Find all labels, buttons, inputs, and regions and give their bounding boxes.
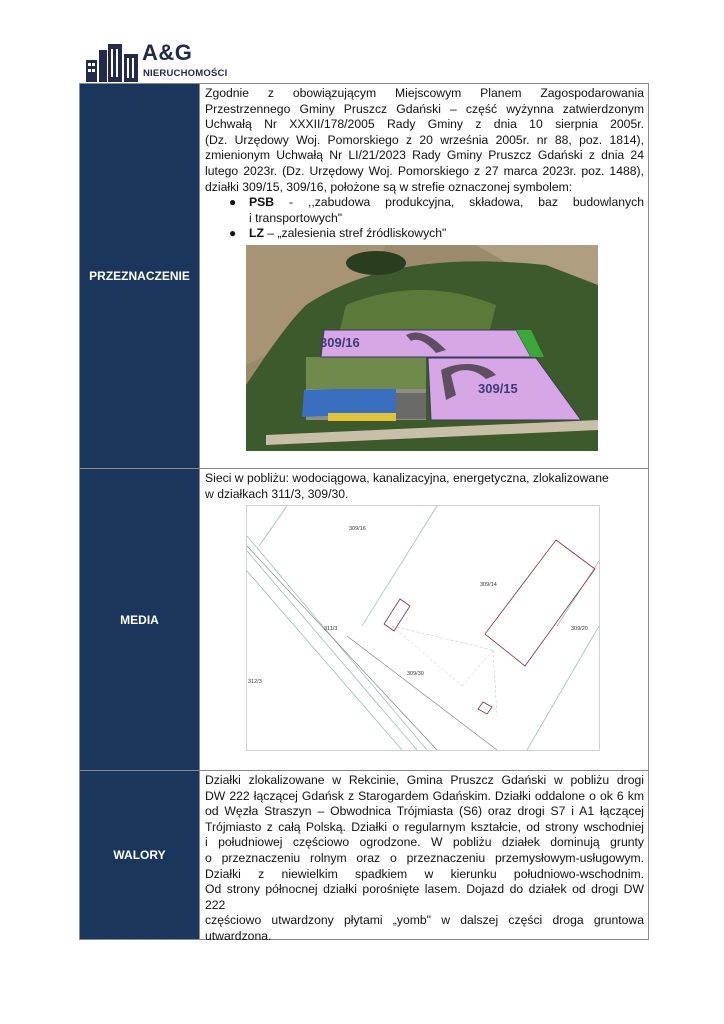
zoning-separator: –: [263, 226, 278, 241]
plot-label: 309/15: [478, 380, 518, 396]
bullet-icon: ●: [229, 195, 237, 210]
zoning-symbol: LZ: [249, 226, 264, 241]
text-line: lutego 2023r. (Dz. Urzędowy Woj. Pomorskiego z 27 marca 2023r. poz. 1488),: [205, 163, 644, 178]
zoning-item-lz: [229, 226, 644, 242]
text-line: DW 222 łączącej Gdańsk z Starogardem Gdańskim. Działki oddalone o ok 6 km: [205, 788, 644, 803]
row-label: PRZEZNACZENIE: [80, 84, 200, 468]
parcel-label: 309/14: [480, 582, 497, 589]
text-line: o przeznaczeniu rolnym oraz o przeznaczeniu przemysłowym-usługowym.: [205, 850, 644, 865]
row-label: WALORY: [80, 771, 200, 939]
table-row-przeznaczenie: [80, 84, 648, 469]
aerial-photo: [246, 245, 598, 451]
company-logo: [86, 40, 236, 82]
table-row-media: [80, 469, 648, 771]
table-row-walory: [80, 771, 648, 943]
parcel-label: 309/30: [407, 671, 424, 678]
text-line: Działki zlokalizowane w Rekcinie, Gmina Pruszcz Gdański w pobliżu drogi: [205, 773, 644, 787]
text-line: w działkach 311/3, 309/30.: [205, 486, 349, 501]
zoning-item-psb: [229, 195, 644, 226]
row-content: [200, 84, 648, 468]
bullet-icon: ●: [229, 226, 237, 241]
parcel-label: 309/16: [349, 526, 366, 533]
text-line: Trójmiasto z całą Polską. Działki o regularnym kształcie, od strony wschodniej: [205, 819, 644, 834]
row-content: [200, 469, 648, 770]
parcel-label: 309/20: [571, 626, 588, 633]
zoning-symbol: PSB: [249, 195, 275, 210]
zoning-desc-cont: i transportowych": [249, 210, 343, 225]
zoning-list: [205, 195, 644, 242]
parcel-label: 311/3: [324, 626, 338, 633]
logo-subtitle: NIERUCHOMOŚCI: [143, 68, 228, 79]
row-label: MEDIA: [80, 469, 200, 770]
text-line: utwardzona.: [205, 928, 272, 943]
text-line: (Dz. Urzędowy Woj. Pomorskiego z 20 września 2005r. nr 88, poz. 1814),: [205, 132, 644, 147]
utility-map: [246, 505, 600, 751]
small-structure: [384, 599, 410, 631]
text-line: Od strony północnej działki porośnięte lasem. Dojazd do działek od drogi DW 222: [205, 882, 644, 912]
parcel-building-outline: [485, 540, 595, 666]
zoning-desc: ,,zabudowa produkcyjna, składowa, baz budowlanych: [307, 195, 644, 210]
text-line: zmienionym Uchwałą Nr LI/21/2023 Rady Gminy Pruszcz Gdański z dnia 24: [205, 148, 644, 163]
parcel-label: 312/3: [248, 679, 262, 686]
property-table: [79, 83, 649, 943]
text-line: od Węzła Straszyn – Obwodnica Trójmiasta (S6) oraz drogi S7 i A1 łączącej: [205, 804, 644, 819]
buildings-icon: [86, 44, 138, 82]
text-line: działki 309/15, 309/16, położone są w strefie oznaczonej symbolem:: [205, 179, 573, 194]
text-line: Działki z niewielkim spadkiem w kierunku południowo-wschodnim.: [205, 866, 644, 881]
text-line: Uchwałą Nr XXXII/178/2005 Rady Gminy z dnia 10 sierpnia 2005r.: [205, 117, 644, 132]
text-line: Zgodnie z obowiązującym Miejscowym Planem Zagospodarowania: [205, 86, 644, 100]
zoning-desc: „zalesienia stref źródliskowych": [277, 226, 447, 241]
text-line: i południowej częściowo ogrodzone. W pobliżu działek dominują grunty: [205, 835, 644, 850]
row-content: [200, 771, 648, 943]
plot-label: 309/16: [320, 334, 360, 350]
text-line: Przestrzennego Gminy Pruszcz Gdański – część wyżynna zatwierdzonym: [205, 101, 644, 116]
small-structure: [478, 702, 492, 714]
logo-title: A&G: [142, 40, 193, 65]
zoning-separator: -: [274, 195, 308, 210]
text-line: częściowo utwardzony płytami „yomb" w dalszej części droga gruntowa: [205, 913, 644, 928]
text-line: Sieci w pobliżu: wodociągowa, kanalizacyjna, energetyczna, zlokalizowane: [205, 471, 609, 485]
